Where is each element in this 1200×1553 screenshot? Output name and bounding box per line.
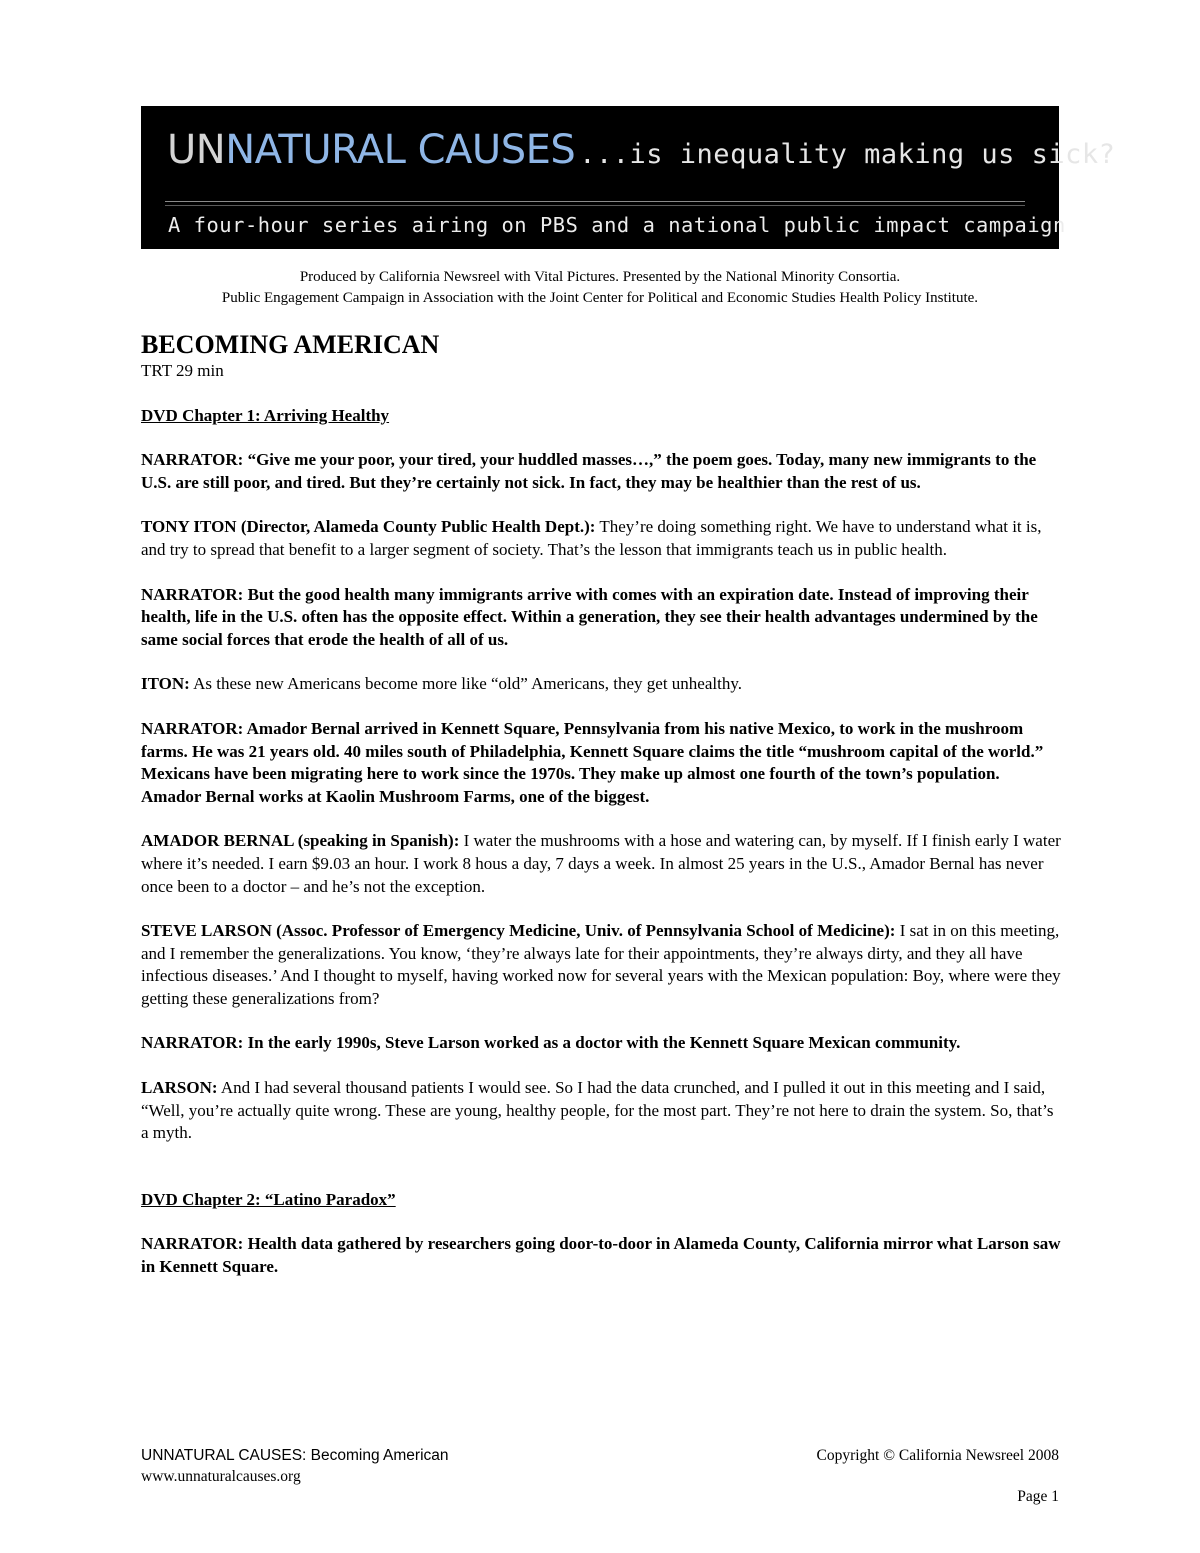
section-spacer <box>141 1167 1061 1189</box>
speaker-text: NARRATOR: But the good health many immigrants arrive with comes with an expiration date. Instead of improving their health, life in the U.S. often has the opposite effect. Within a generation, they see their health advantages undermined by the same social forces that erode the health of all of us. <box>141 584 1038 649</box>
speaker-text: NARRATOR: Amador Bernal arrived in Kennett Square, Pennsylvania from his native Mexico, to work in the mushroom farms. He was 21 years old. 40 miles south of Philadelphia, Kennett Square claims the title “mushroom capital of the world.” Mexicans have been migrating here to work since the 1970s. They make up almost one fourth of the town’s population. Amador Bernal works at Kaolin Mushroom Farms, one of the biggest. <box>141 718 1044 806</box>
speaker-text: NARRATOR: In the early 1990s, Steve Larson worked as a doctor with the Kennett Square Mexican community. <box>141 1033 961 1053</box>
speaker-text: AMADOR BERNAL (speaking in Spanish): <box>141 831 460 851</box>
banner-divider <box>165 201 1025 202</box>
document-title: BECOMING AMERICAN <box>141 330 440 359</box>
banner-title-rest: NATURAL CAUSES <box>225 127 576 173</box>
spoken-text: And I had several thousand patients I would see. So I had the data crunched, and I pulled it out in this meeting and I said, “Well, you’re actually quite wrong. These are young, healthy people, for the most part. They’re not here to drain the system. So, that’s a myth. <box>141 1078 1054 1143</box>
banner-title <box>167 127 1116 173</box>
spoken-text: I water the mushrooms with a hose and watering can, by myself. If I finish early I water where it’s needed. I earn $9.03 an hour. I work 8 hous a day, 7 days a week. In almost 25 years in the U.S., Amador Bernal has never once been to a doctor – and he’s not the exception. <box>141 831 1061 896</box>
chapter-heading-2: DVD Chapter 2: “Latino Paradox” <box>141 1189 396 1209</box>
credits-line-1: Produced by California Newsreel with Vital Pictures. Presented by the National Minority Consortia. <box>299 269 901 285</box>
speaker-text: ITON: <box>141 674 190 694</box>
footer-website: www.unnaturalcauses.org <box>141 1468 301 1485</box>
transcript-body <box>141 330 1061 1301</box>
spoken-text: As these new Americans become more like “old” Americans, they get unhealthy. <box>189 674 742 694</box>
credits-line-2: Public Engagement Campaign in Association with the Joint Center for Political and Economic Studies Health Policy Institute. <box>221 290 979 306</box>
transcript-paragraph <box>141 830 1061 898</box>
transcript-paragraph <box>141 516 1061 561</box>
speaker-text: NARRATOR: “Give me your poor, your tired, your huddled masses…,” the poem goes. Today, many new immigrants to the U.S. are still poor, and tired. But they’re certainly not sick. In fact, they may be healthier than the rest of us. <box>141 450 1037 492</box>
footer-doc-title: UNNATURAL CAUSES: Becoming American <box>141 1447 449 1464</box>
banner-tagline: ...is inequality making us sick? <box>579 139 1116 170</box>
spoken-text: They’re doing something right. We have to understand what it is, and try to spread that benefit to a larger segment of society. That’s the lesson that immigrants teach us in public health. <box>141 517 1042 559</box>
speaker-text: STEVE LARSON (Assoc. Professor of Emergency Medicine, Univ. of Pennsylvania School of Medicine): <box>141 921 896 941</box>
speaker-text: LARSON: <box>141 1078 218 1098</box>
footer-copyright: Copyright © California Newsreel 2008 <box>816 1447 1059 1464</box>
banner-subtitle: A four-hour series airing on PBS and a national public impact campaign <box>168 213 1066 237</box>
speaker-text: NARRATOR: Health data gathered by researchers going door-to-door in Alameda County, California mirror what Larson saw in Kennett Square. <box>141 1234 1061 1277</box>
transcript-paragraph <box>141 584 1061 652</box>
chapter-heading-1: DVD Chapter 1: Arriving Healthy <box>141 405 390 425</box>
footer-left <box>141 1445 449 1487</box>
transcript-paragraph <box>141 1032 1061 1055</box>
spoken-text: I sat in on this meeting, and I remember the generalizations. You know, ‘they’re always late for their appointments, they’re always dirty, and they all have infectious diseases.’ And I thought to myself, having worked now for several years with the Mexican population: Boy, where were they getting these generalizations from? <box>141 921 1061 1008</box>
transcript-paragraph <box>141 1233 1061 1278</box>
transcript-paragraph <box>141 920 1061 1010</box>
header-banner <box>141 106 1116 249</box>
transcript-paragraph <box>141 1077 1061 1145</box>
page-number: Page 1 <box>1017 1488 1059 1505</box>
banner-divider-secondary <box>165 205 1025 206</box>
running-time: TRT 29 min <box>141 361 224 380</box>
transcript-paragraph <box>141 673 1061 696</box>
speaker-text: TONY ITON (Director, Alameda County Public Health Dept.): <box>141 517 596 537</box>
banner-title-un: UN <box>167 127 226 173</box>
transcript-paragraph <box>141 449 1061 494</box>
transcript-paragraph <box>141 718 1061 808</box>
production-credits <box>141 267 1059 309</box>
